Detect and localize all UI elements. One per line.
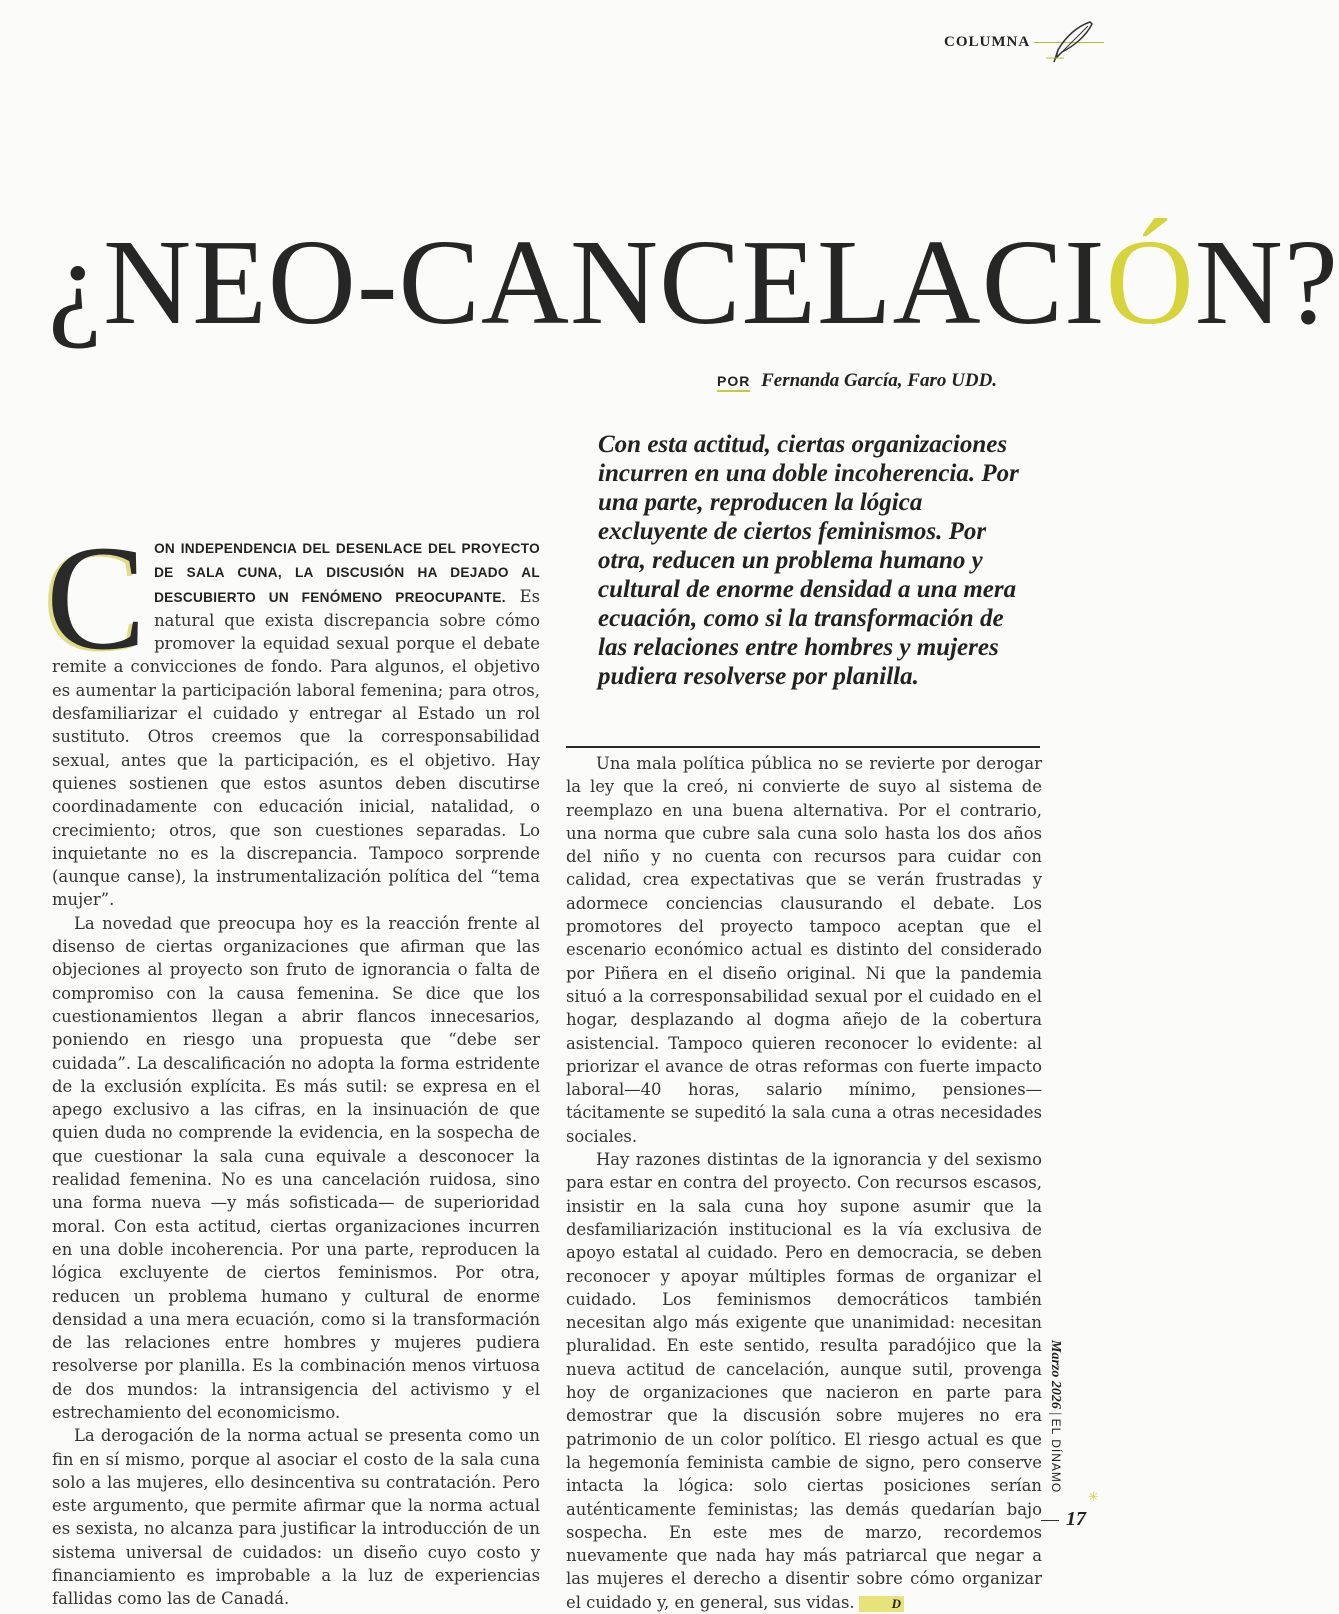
paragraph-5 — [566, 1148, 1042, 1614]
drop-cap: C — [46, 515, 147, 681]
paragraph-2: La novedad que preocupa hoy es la reacción frente al disenso de ciertas organizaciones que afirman que las objeciones al proyecto son fruto de ignorancia o falta de compromiso con la causa femenina. Se dice que los cuestionamientos llegan a abrir flancos innecesarios, poniendo en riesgo una propuesta que “debe ser cuidada”. La descalificación no adopta la forma estridente de la exclusión explícita. Es más sutil: se expresa en el apego exclusivo a las cifras, en la insinuación de que quien duda no comprende la evidencia, en la sospecha de que cuestionar la sala cuna equivale a desconocer la realidad femenina. No es una cancelación ruidosa, sino una forma nueva —y más sofisticada— de superioridad moral. Con esta actitud, ciertas organizaciones incurren en una doble incoherencia. Por una parte, reproducen la lógica excluyente de ciertos feminismos. Por otra, reducen un problema humano y cultural de enorme densidad a una mera ecuación, como si la transformación de las relaciones entre hombres y mujeres pudiera resolverse por planilla. Es la combinación menos virtuosa de dos mundos: la intransigencia del activismo y el estrechamiento del economicismo. — [52, 913, 540, 1422]
lead-text: ON INDEPENDENCIA DEL DESENLACE DEL PROYECTO DE SALA CUNA, LA DISCUSIÓN HA DEJADO AL DESCUBIERTO UN FENÓMENO PREOCUPANTE. — [154, 541, 540, 605]
meta-separator: | — [1048, 1412, 1063, 1416]
quill-pen-icon — [1044, 18, 1100, 64]
author-name: Fernanda García, Faro UDD. — [761, 370, 998, 391]
title-star-letter: Ó — [1105, 215, 1195, 350]
end-mark-icon: D — [859, 1596, 904, 1612]
paragraph-1-text: Es natural que exista discrepancia sobre cómo promover la equidad sexual porque el debate remite a convicciones de fondo. Para algunos, el objetivo es aumentar la participación laboral femenina; para otros, desfamiliarizar el cuidado y entregar al Estado un rol sustituto. Otros creemos que la corresponsabilidad sexual, antes que la participación, es el objetivo. Hay quienes sostienen que estos asuntos deben discutirse coordinadamente con educación inicial, natalidad, o crecimiento; otros, que son cuestiones separadas. Lo inquietante no es la discrepancia. Tampoco sorprende (aunque canse), la instrumentalización política del “tema mujer”. — [52, 586, 540, 910]
article-title — [48, 208, 1339, 358]
paragraph-4: Una mala política pública no se revierte por derogar la ley que la creó, ni convierte de suyo al sistema de reemplazo en una buena alternativa. Por el contrario, una norma que cubre sala cuna solo hasta los dos años del niño y no cuenta con recursos para cuidar con calidad, crea expectativas que se verán frustradas y adormece conciencias clausurando el debate. Los promotores del proyecto tampoco aceptan que el escenario económico actual es distinto del considerado por Piñera en el diseño original. Ni que la pandemia situó a la corresponsabilidad sexual por el cuidado en el hogar, desplazando al dogma añejo de la cobertura asistencial. Tampoco quieren reconocer lo evidente: al priorizar el avance de otras reformas con fuerte impacto laboral—40 horas, salario mínimo, pensiones— tácitamente se supeditó la sala cuna a otras necesidades sociales. — [566, 754, 1042, 1146]
paragraph-1 — [46, 515, 540, 912]
star-icon: ✳ — [1088, 1490, 1099, 1505]
title-text: ¿NEO-CANCELACI — [48, 215, 1106, 350]
section-label: COLUMNA — [944, 34, 1031, 50]
page-number: 17 — [1066, 1508, 1086, 1530]
paragraph-3: La derogación de la norma actual se presenta como un fin en sí mismo, porque al asociar el costo de la sala cuna solo a las mujeres, ello desincentiva su contratación. Pero este argumento, que permite afirmar que la norma actual es sexista, no alcanza para justificar la introducción de un sistema universal de cuidados: un diseño cuyo costo y financiamiento es improbable a la luz de experiencias fallidas como las de Canadá. — [52, 1426, 540, 1609]
issue-meta — [1039, 1340, 1063, 1494]
page-number-rule — [1041, 1520, 1059, 1521]
publication-name: EL DÍNAMO — [1049, 1418, 1063, 1494]
pull-quote: Con esta actitud, ciertas organizaciones incurren en una doble incoherencia. Por una parte, reproducen la lógica excluyente de ciertos feminismos. Por otra, reducen un problema humano y cultural de enorme densidad a una mera ecuación, como si la transformación de las relaciones entre hombres y mujeres pudiera resolverse por planilla. — [598, 431, 1019, 690]
byline — [717, 370, 997, 392]
column-left — [46, 515, 540, 1611]
title-end: N? — [1194, 215, 1339, 350]
byline-prefix: POR — [717, 373, 750, 392]
column-right — [566, 752, 1042, 1614]
issue-date: Marzo 2026 — [1048, 1340, 1063, 1409]
paragraph-5-text: Hay razones distintas de la ignorancia y del sexismo para estar en contra del proyecto. Con recursos escasos, insistir en la sala cuna hoy supone asumir que la desfamiliarización institucional es la vía exclusiva de apoyo estatal al cuidado. Pero en democracia, se deben reconocer y apoyar múltiples formas de organizar el cuidado. Los feminismos democráticos también necesitan algo más exigente que unanimidad: necesitan pluralidad. En este sentido, resulta paradójico que la nueva actitud de cancelación, aunque sutil, provenga hoy de organizaciones que nacieron en parte para demostrar que la discusión sobre mujeres no era patrimonio de un color político. El riesgo actual es que la hegemonía feminista cambie de signo, pero conserve intacta la lógica: solo ciertas posiciones serían auténticamente feministas; las demás quedarían bajo sospecha. En este mes de marzo, recordemos nuevamente que nada hay más patriarcal que negar a las mujeres el derecho a disentir sobre cómo organizar el cuidado y, en general, sus vidas. — [566, 1150, 1042, 1612]
pull-quote-rule — [566, 746, 1040, 748]
